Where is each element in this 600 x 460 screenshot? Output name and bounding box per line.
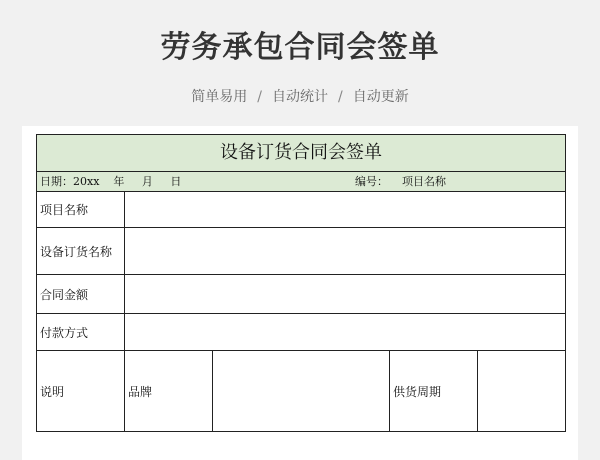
label-contract-amount: 合同金额 bbox=[37, 275, 125, 313]
label-brand: 品牌 bbox=[125, 351, 213, 431]
row-project-name bbox=[37, 192, 565, 228]
page-title: 劳务承包合同会签单 bbox=[160, 30, 440, 65]
contract-form-table bbox=[36, 134, 566, 432]
spreadsheet-preview bbox=[22, 126, 578, 460]
input-equipment-name[interactable] bbox=[125, 228, 565, 274]
label-equipment-name: 设备订货名称 bbox=[37, 228, 125, 274]
form-title: 设备订货合同会签单 bbox=[37, 135, 565, 172]
label-note: 说明 bbox=[37, 351, 125, 431]
row-details bbox=[37, 351, 565, 431]
feature-auto-update: 自动更新 bbox=[352, 89, 409, 105]
label-payment-method: 付款方式 bbox=[37, 314, 125, 350]
serial-field[interactable]: 编号： 项目名称 bbox=[355, 175, 446, 188]
input-payment-method[interactable] bbox=[125, 314, 565, 350]
feature-easy: 简单易用 bbox=[191, 89, 248, 105]
row-equipment-name bbox=[37, 228, 565, 275]
row-payment-method bbox=[37, 314, 565, 351]
input-contract-amount[interactable] bbox=[125, 275, 565, 313]
input-project-name[interactable] bbox=[125, 192, 565, 227]
feature-auto-stats: 自动统计 bbox=[272, 89, 328, 105]
date-field[interactable]: 日期：20xx 年 月 日 bbox=[40, 175, 182, 188]
row-contract-amount bbox=[37, 275, 565, 314]
form-info-row bbox=[37, 172, 565, 192]
label-delivery-period: 供货周期 bbox=[390, 351, 478, 431]
input-brand[interactable] bbox=[213, 351, 390, 431]
input-delivery-period[interactable] bbox=[478, 351, 565, 431]
feature-subtitle bbox=[0, 86, 600, 106]
separator: / bbox=[338, 89, 343, 105]
separator: / bbox=[257, 89, 262, 105]
label-project-name: 项目名称 bbox=[37, 192, 125, 227]
